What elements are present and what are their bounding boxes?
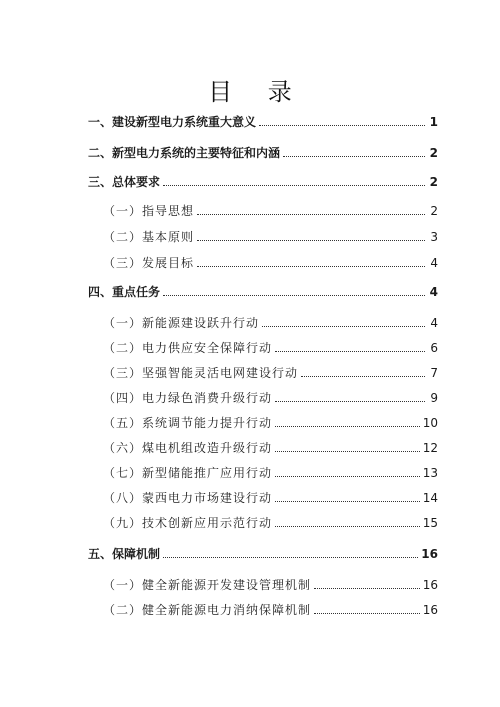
dot-leader (275, 525, 420, 527)
toc-entry[interactable] (103, 413, 438, 431)
dot-leader (301, 375, 425, 377)
dot-leader (197, 213, 425, 215)
toc-entry[interactable] (103, 363, 438, 381)
toc-entry-page: 12 (422, 441, 438, 455)
toc-entry-label: （三）坚强智能灵活电网建设行动 (103, 366, 299, 380)
dot-leader (275, 400, 425, 402)
toc-entry-page: 4 (429, 285, 438, 299)
toc-entry-page: 16 (422, 603, 438, 617)
toc-entry[interactable] (103, 201, 438, 219)
toc-entry-page: 1 (429, 115, 438, 129)
toc-entry[interactable] (103, 463, 438, 481)
toc-entry-page: 13 (422, 466, 438, 480)
toc-entry[interactable] (103, 575, 438, 593)
dot-leader (259, 124, 425, 126)
toc-entry-page: 9 (430, 391, 438, 405)
toc-entry-label: （二）电力供应安全保障行动 (103, 341, 273, 355)
toc-entry-label: （九）技术创新应用示范行动 (103, 516, 273, 530)
toc-entry-label: （三）发展目标 (103, 256, 195, 270)
toc-entry-label: （八）蒙西电力市场建设行动 (103, 491, 273, 505)
dot-leader (275, 350, 425, 352)
toc-entry[interactable] (103, 313, 438, 331)
toc-entry-page: 16 (422, 578, 438, 592)
toc-entry-label: 五、保障机制 (88, 547, 161, 561)
toc-entry-label: （六）煤电机组改造升级行动 (103, 441, 273, 455)
toc-title: 目 录 (208, 78, 306, 106)
dot-leader (197, 265, 425, 267)
toc-entry[interactable] (103, 513, 438, 531)
dot-leader (314, 587, 420, 589)
toc-entry-label: （七）新型储能推广应用行动 (103, 466, 273, 480)
dot-leader (275, 450, 420, 452)
toc-entry-page: 10 (422, 416, 438, 430)
toc-entry-page: 4 (430, 316, 438, 330)
toc-entry-page: 16 (421, 547, 438, 561)
dot-leader (163, 556, 418, 558)
toc-entry-page: 4 (430, 256, 438, 270)
dot-leader (275, 500, 420, 502)
toc-entry-label: 二、新型电力系统的主要特征和内涵 (88, 146, 281, 160)
toc-entry[interactable] (103, 438, 438, 456)
toc-entry[interactable] (103, 488, 438, 506)
toc-entry[interactable] (88, 282, 438, 300)
toc-entry-page: 7 (430, 366, 438, 380)
toc-entry-label: 一、建设新型电力系统重大意义 (88, 115, 257, 129)
toc-entry[interactable] (103, 338, 438, 356)
toc-entry-label: （一）指导思想 (103, 204, 195, 218)
toc-entry-page: 6 (430, 341, 438, 355)
toc-entry[interactable] (103, 388, 438, 406)
toc-entry[interactable] (88, 172, 438, 190)
dot-leader (163, 294, 425, 296)
toc-entry-page: 2 (429, 175, 438, 189)
toc-entry[interactable] (88, 544, 438, 562)
toc-entry-label: （一）新能源建设跃升行动 (103, 316, 260, 330)
dot-leader (283, 155, 425, 157)
toc-entry-label: （五）系统调节能力提升行动 (103, 416, 273, 430)
toc-entry-page: 15 (422, 516, 438, 530)
toc-entry-label: （二）基本原则 (103, 230, 195, 244)
toc-entry-label: （四）电力绿色消费升级行动 (103, 391, 273, 405)
toc-entry[interactable] (88, 143, 438, 161)
toc-entry-page: 2 (429, 146, 438, 160)
toc-entry[interactable] (103, 253, 438, 271)
toc-entry-label: （二）健全新能源电力消纳保障机制 (103, 603, 312, 617)
toc-entry-page: 3 (430, 230, 438, 244)
dot-leader (163, 184, 425, 186)
dot-leader (314, 612, 420, 614)
toc-entry[interactable] (88, 112, 438, 130)
toc-entry-page: 14 (422, 491, 438, 505)
toc-entry-label: 四、重点任务 (88, 285, 161, 299)
dot-leader (275, 425, 420, 427)
dot-leader (197, 239, 425, 241)
toc-entry[interactable] (103, 600, 438, 618)
toc-entry-label: （一）健全新能源开发建设管理机制 (103, 578, 312, 592)
toc-entry-label: 三、总体要求 (88, 175, 161, 189)
toc-entry-page: 2 (430, 204, 438, 218)
dot-leader (262, 325, 425, 327)
dot-leader (275, 475, 420, 477)
toc-entry[interactable] (103, 227, 438, 245)
